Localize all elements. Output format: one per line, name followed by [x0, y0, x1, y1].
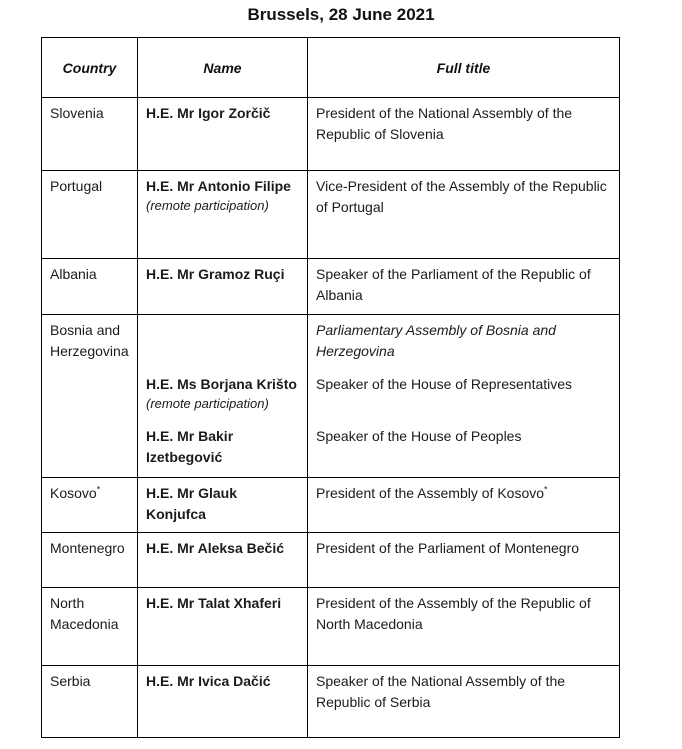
kosovo-asterisk: * [96, 484, 101, 495]
column-header-full-title: Full title [308, 38, 620, 98]
table-row-bosnia-and-herzegovina [42, 315, 620, 478]
delegate-name: H.E. Mr Bakir Izetbegović [146, 428, 234, 465]
name-cell [138, 588, 308, 666]
delegate-name: H.E. Mr Gramoz Ruçi [146, 266, 285, 282]
title-cell: President of the Parliament of Montenegro [308, 533, 620, 588]
name-cell [138, 315, 308, 478]
delegate-title: Speaker of the House of Representatives [316, 376, 573, 392]
name-cell [138, 533, 308, 588]
title-cell: Speaker of the National Assembly of the Republic of Serbia [308, 666, 620, 738]
name-cell [138, 98, 308, 171]
delegate-entry [146, 426, 299, 468]
country-cell: Albania [42, 259, 138, 315]
table-row-serbia [42, 666, 620, 738]
title-cell [308, 478, 620, 533]
table-row-north-macedonia [42, 588, 620, 666]
delegate-name: H.E. Mr Glauk Konjufca [146, 485, 238, 522]
country-cell: Serbia [42, 666, 138, 738]
column-header-country: Country [42, 38, 138, 98]
table-row-kosovo [42, 478, 620, 533]
name-cell [138, 171, 308, 259]
name-cell [138, 478, 308, 533]
delegate-name: H.E. Mr Antonio Filipe [146, 178, 291, 194]
name-spacer [146, 320, 299, 374]
delegate-title: Speaker of the House of Peoples [316, 428, 522, 444]
delegate-name: H.E. Mr Talat Xhaferi [146, 595, 282, 611]
document-page [0, 3, 682, 738]
table-row-slovenia [42, 98, 620, 171]
participants-table [41, 37, 620, 738]
column-header-name: Name [138, 38, 308, 98]
remote-participation-note: (remote participation) [146, 396, 269, 411]
country-label: Kosovo [50, 485, 97, 501]
title-cell: Vice-President of the Assembly of the Republic of Portugal [308, 171, 620, 259]
delegate-name: H.E. Mr Ivica Dačić [146, 673, 271, 689]
title-cell: President of the Assembly of the Republic of North Macedonia [308, 588, 620, 666]
country-cell [42, 478, 138, 533]
name-cell [138, 259, 308, 315]
delegate-name: H.E. Mr Aleksa Bečić [146, 540, 284, 556]
table-header-row [42, 38, 620, 98]
title-cell [308, 315, 620, 478]
name-cell [138, 666, 308, 738]
title-cell: President of the National Assembly of the Republic of Slovenia [308, 98, 620, 171]
country-cell: Montenegro [42, 533, 138, 588]
country-cell: Bosnia and Herzegovina [42, 315, 138, 478]
parliament-name: Parliamentary Assembly of Bosnia and Herzegovina [316, 322, 556, 359]
table-row-albania [42, 259, 620, 315]
delegate-name: H.E. Mr Igor Zorčič [146, 105, 271, 121]
delegate-title: President of the Assembly of Kosovo [316, 485, 545, 501]
delegate-entry [146, 374, 299, 426]
table-row-montenegro [42, 533, 620, 588]
kosovo-asterisk: * [544, 484, 548, 495]
country-cell: Slovenia [42, 98, 138, 171]
country-cell: Portugal [42, 171, 138, 259]
country-cell: North Macedonia [42, 588, 138, 666]
document-title: Brussels, 28 June 2021 [247, 5, 435, 24]
table-row-portugal [42, 171, 620, 259]
title-cell: Speaker of the Parliament of the Republic of Albania [308, 259, 620, 315]
delegate-name: H.E. Ms Borjana Krišto [146, 376, 297, 392]
remote-participation-note: (remote participation) [146, 198, 269, 213]
